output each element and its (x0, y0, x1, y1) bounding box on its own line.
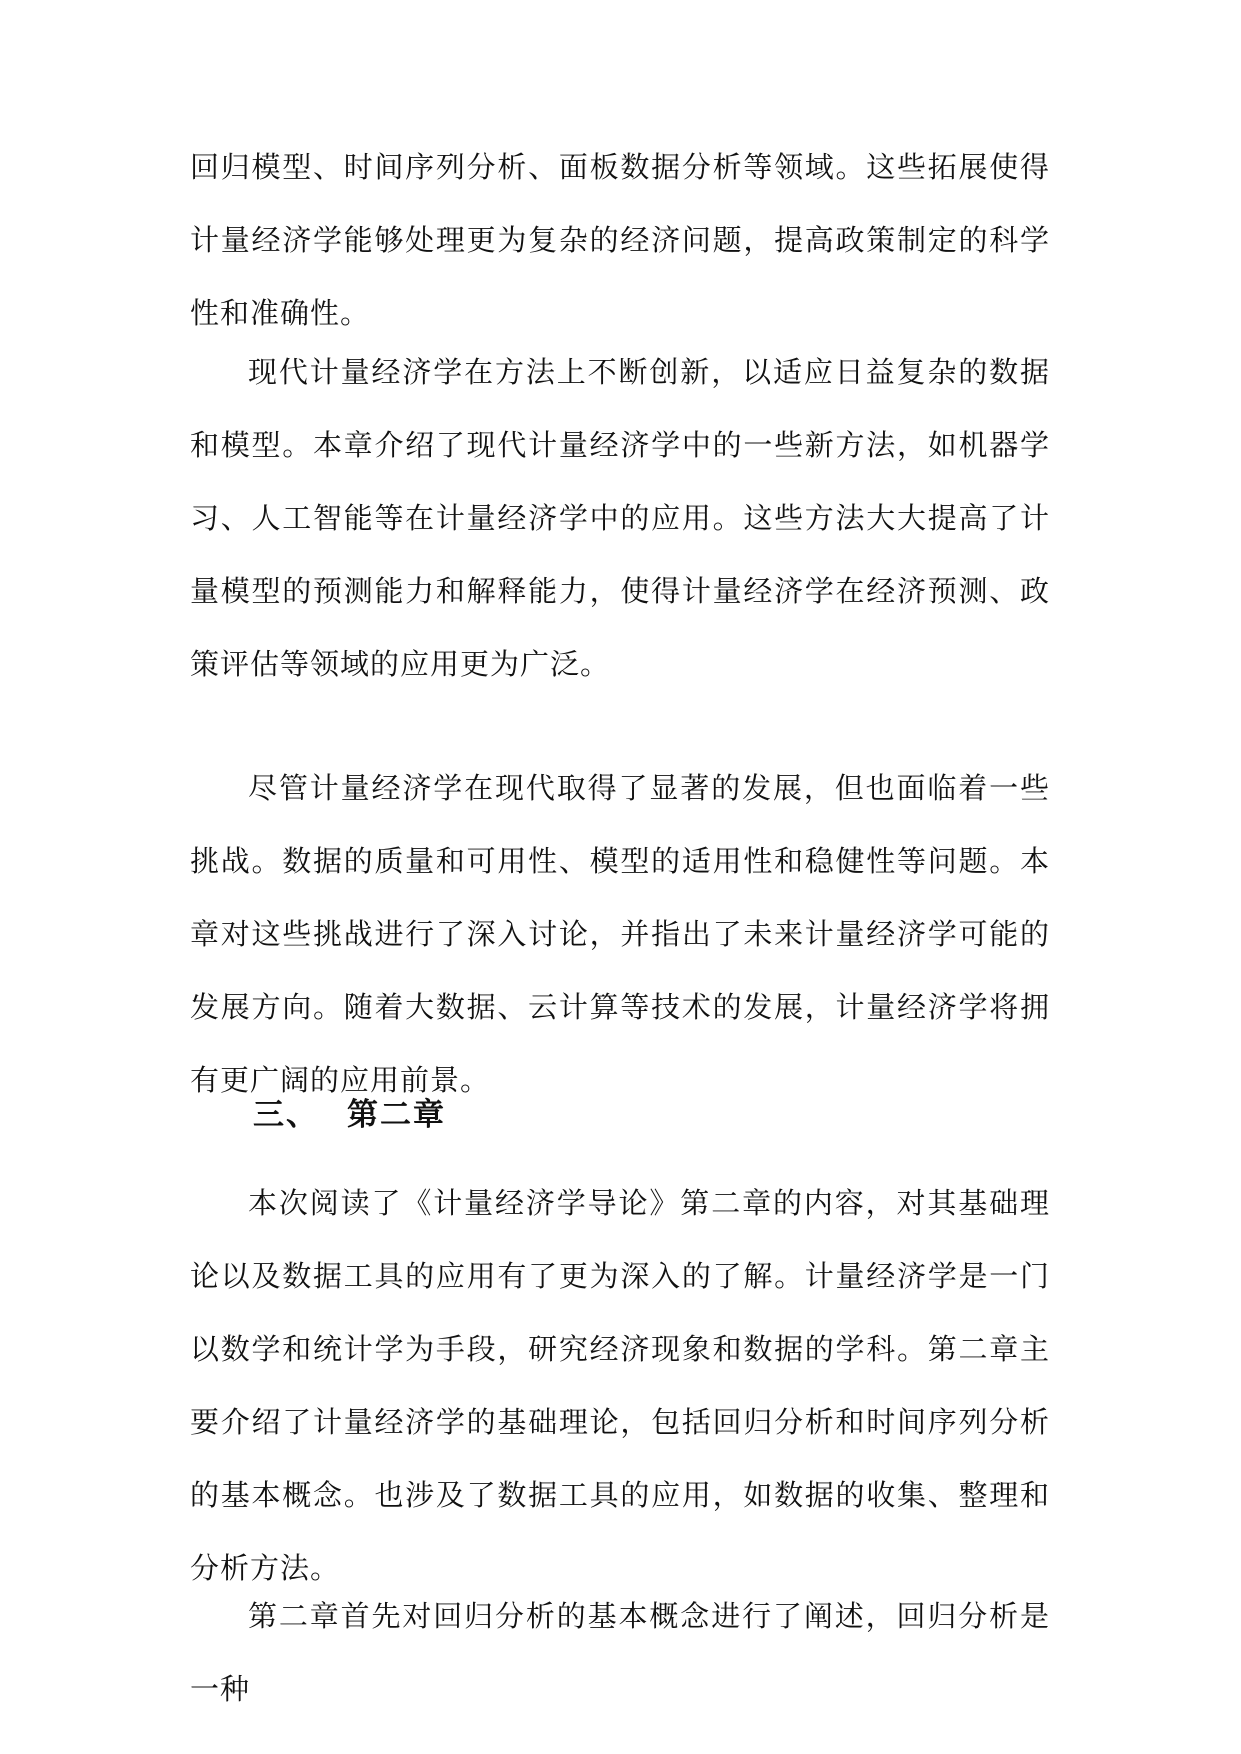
paragraph-challenges: 尽管计量经济学在现代取得了显著的发展，但也面临着一些挑战。数据的质量和可用性、模型的适用性和稳健性等问题。本章对这些挑战进行了深入讨论，并指出了未来计量经济学可能的发展方向。随着大数据、云计算等技术的发展，计量经济学将拥有更广阔的应用前景。 (190, 771, 1050, 1097)
paragraph-modern-methods: 现代计量经济学在方法上不断创新，以适应日益复杂的数据和模型。本章介绍了现代计量经济学中的一些新方法，如机器学习、人工智能等在计量经济学中的应用。这些方法大大提高了计量模型的预测能力和解释能力，使得计量经济学在经济预测、政策评估等领域的应用更为广泛。 (190, 355, 1050, 681)
section-title: 第二章 (347, 1097, 446, 1133)
section-number: 三、 (253, 1097, 319, 1133)
paragraph-continuation: 回归模型、时间序列分析、面板数据分析等领域。这些拓展使得计量经济学能够处理更为复杂的经济问题，提高政策制定的科学性和准确性。 (190, 150, 1050, 330)
paragraph-regression-analysis: 第二章首先对回归分析的基本概念进行了阐述，回归分析是一种 (190, 1599, 1050, 1706)
section-heading (253, 1095, 446, 1135)
paragraph-chapter-two-intro: 本次阅读了《计量经济学导论》第二章的内容，对其基础理论以及数据工具的应用有了更为深入的了解。计量经济学是一门以数学和统计学为手段，研究经济现象和数据的学科。第二章主要介绍了计量经济学的基础理论，包括回归分析和时间序列分析的基本概念。也涉及了数据工具的应用，如数据的收集、整理和分析方法。 (190, 1186, 1050, 1585)
